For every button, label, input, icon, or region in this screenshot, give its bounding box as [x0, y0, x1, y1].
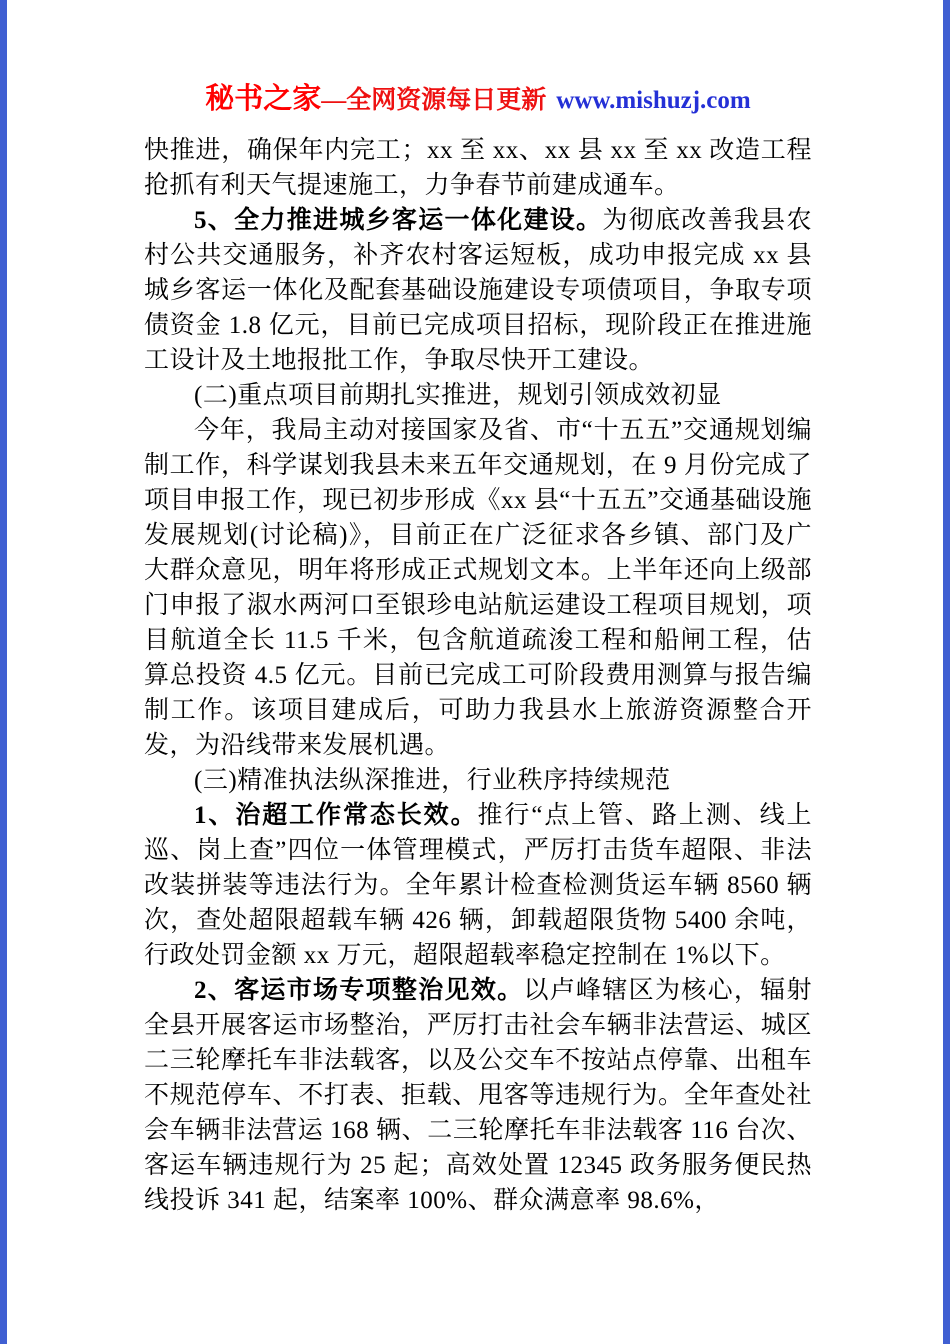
paragraph-text: (二)重点项目前期扎实推进，规划引领成效初显 [194, 382, 722, 409]
paragraph [144, 378, 812, 413]
paragraph [144, 203, 812, 378]
paragraph [144, 413, 812, 763]
paragraph-text: 今年，我局主动对接国家及省、市“十五五”交通规划编制工作，科学谋划我县未来五年交通规划，在 9 月份完成了项目申报工作，现已初步形成《xx 县“十五五”交通基础设施发展规划(讨论稿)》，目前正在广泛征求各乡镇、部门及广大群众意见，明年将形成正式规划文本。上半年还向上级部门申报了淑水两河口至银珍电站航运建设工程项目规划，项目航道全长 11.5 千米，包含航道疏浚工程和船闸工程，估算总投资 4.5 亿元。目前已完成工可阶段费用测算与报告编制工作。该项目建成后，可助力我县水上旅游资源整合开发，为沿线带来发展机遇。 [144, 417, 812, 759]
paragraph [144, 763, 812, 798]
paragraph-text: 推行“点上管、路上测、线上巡、岗上查”四位一体管理模式，严厉打击货车超限、非法改装拼装等违法行为。全年累计检查检测货运车辆 8560 辆次，查处超限超载车辆 426 辆，卸载超限货物 5400 余吨，行政处罚金额 xx 万元，超限超载率稳定控制在 1%以下。 [144, 802, 812, 969]
paragraph-text: 以卢峰辖区为核心，辐射全县开展客运市场整治，严厉打击社会车辆非法营运、城区二三轮摩托车非法载客，以及公交车不按站点停靠、出租车不规范停车、不打表、拒载、甩客等违规行为。全年查处社会车辆非法营运 168 辆、二三轮摩托车非法载客 116 台次、客运车辆违规行为 25 起；高效处置 12345 政务服务便民热线投诉 341 起，结案率 100%、群众满意率 98.6%， [144, 977, 812, 1214]
paragraph [144, 973, 812, 1218]
paragraph [144, 133, 812, 203]
site-tagline: —全网资源每日更新 [321, 87, 547, 114]
paragraph-text: 为彻底改善我县农村公共交通服务，补齐农村客运短板，成功申报完成 xx 县城乡客运一体化及配套基础设施建设专项债项目，争取专项债资金 1.8 亿元，目前已完成项目招标，现阶段正在推进施工设计及土地报批工作，争取尽快开工建设。 [144, 207, 812, 374]
page-edge-left [0, 0, 7, 1344]
paragraph-lead: 1、治超工作常态长效。 [194, 802, 478, 829]
paragraph [144, 798, 812, 973]
page-edge-right [943, 0, 950, 1344]
paragraph-text: (三)精准执法纵深推进，行业秩序持续规范 [194, 767, 671, 794]
paragraph-lead: 5、全力推进城乡客运一体化建设。 [194, 207, 603, 234]
site-url-link[interactable]: www.mishuzj.com [556, 87, 751, 114]
paragraph-lead: 2、客运市场专项整治见效。 [194, 977, 524, 1004]
site-name: 秘书之家 [205, 83, 322, 115]
document-header [144, 76, 812, 117]
paragraph-text: 快推进，确保年内完工；xx 至 xx、xx 县 xx 至 xx 改造工程抢抓有利天气提速施工，力争春节前建成通车。 [144, 137, 812, 199]
